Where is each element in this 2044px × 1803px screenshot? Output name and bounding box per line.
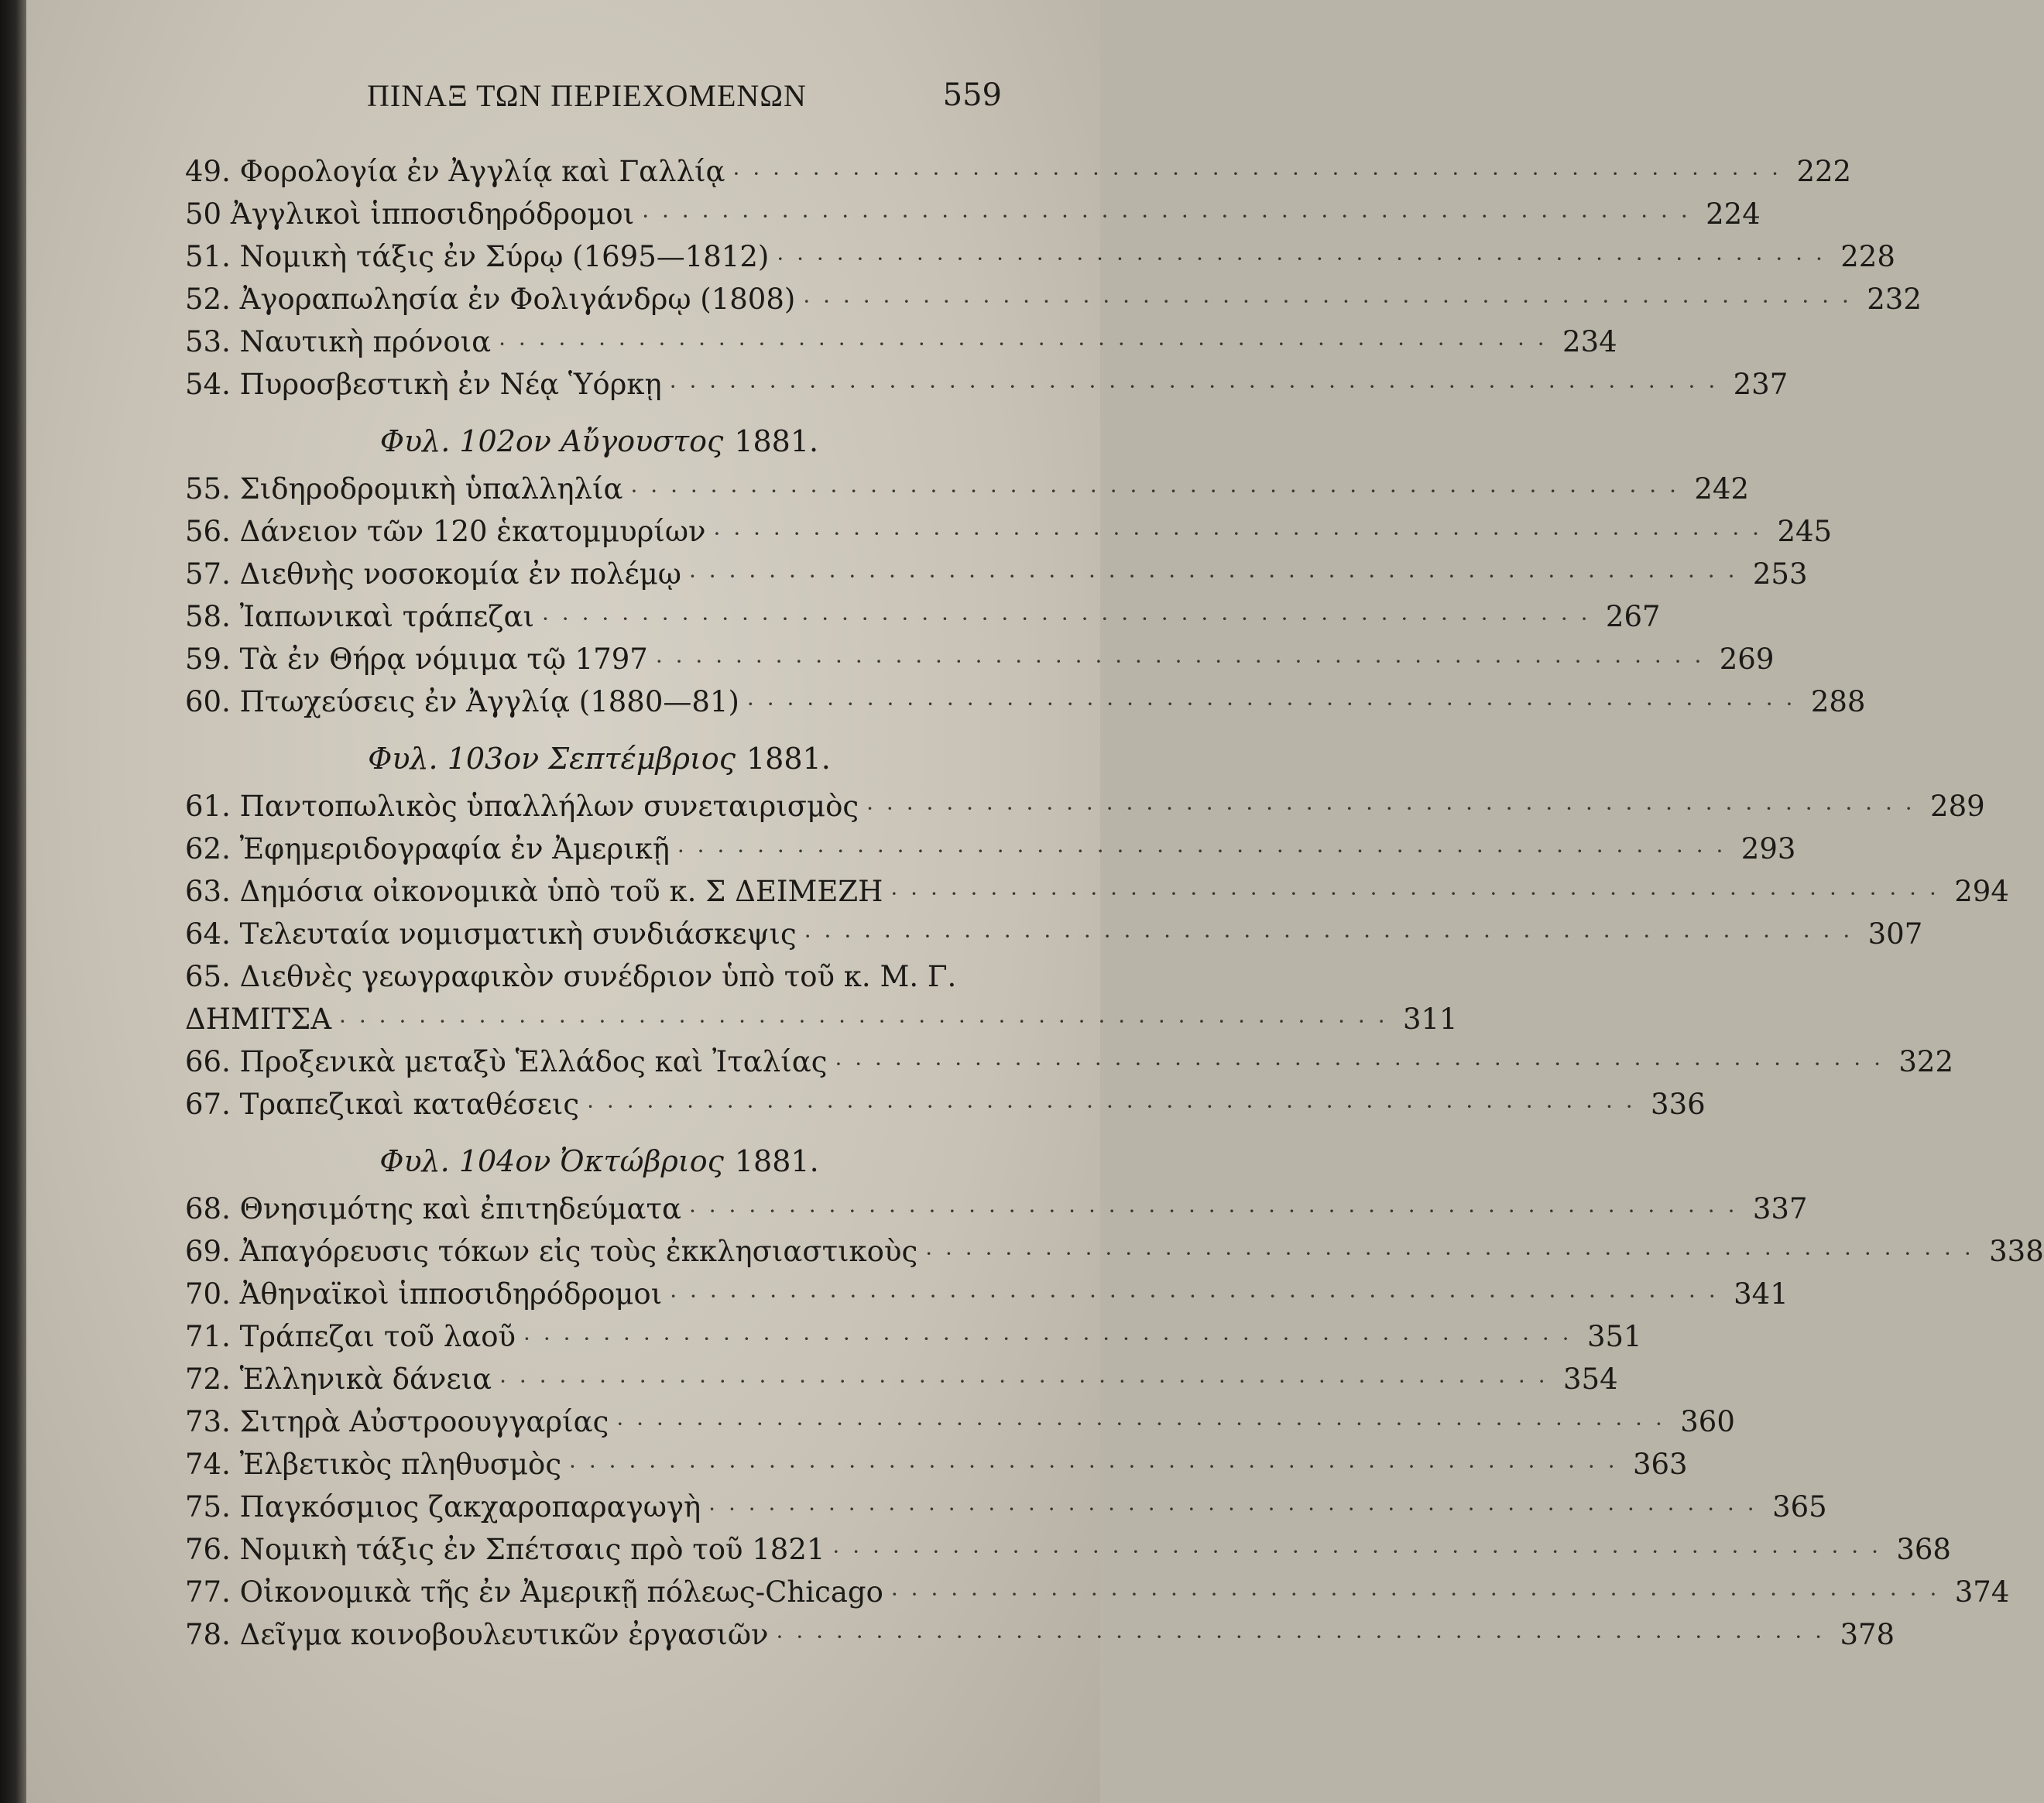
toc-entry [185,643,1775,685]
toc-entry-title: 72. Ἑλληνικὰ δάνεια [185,1363,492,1396]
toc-entry-title: 68. Θνησιμότης καὶ ἐπιτηδεύματα [185,1192,681,1225]
toc-entry-continuation [185,1003,1458,1045]
dot-leader: · · · · · · · · · · · · · · · · · · · · · · · · · · · · · · · · · · · · · · · · · · · · · · · · · · · · · [677,838,1727,864]
toc-entry [185,1320,1642,1363]
dot-leader: · · · · · · · · · · · · · · · · · · · · · · · · · · · · · · · · · · · · · · · · · · · · · · · · · · · · · [688,1198,1738,1224]
dot-leader: · · · · · · · · · · · · · · · · · · · · · · · · · · · · · · · · · · · · · · · · · · · · · · · · · · · · · [746,691,1796,717]
toc-entry [185,155,1852,197]
toc-entry [185,1045,1953,1088]
toc-entry-title: 67. Τραπεζικαὶ καταθέσεις [185,1088,580,1121]
dot-leader: · · · · · · · · · · · · · · · · · · · · · · · · · · · · · · · · · · · · · · · · · · · · · · · · · · · · · [669,374,1719,399]
section-heading [185,410,1013,472]
section-heading-year: 1881. [734,1144,819,1178]
toc-entry [185,1235,2044,1277]
toc-entry [185,1363,1618,1405]
toc-entry-page: 293 [1740,832,1796,866]
dot-leader: · · · · · · · · · · · · · · · · · · · · · · · · · · · · · · · · · · · · · · · · · · · · · · · · · · · · · [890,1582,1940,1607]
toc-entry-title: 62. Ἐφημεριδογραφία ἐν Ἀμερικῇ [185,832,670,866]
page-number: 559 [942,77,1002,113]
dot-leader: · · · · · · · · · · · · · · · · · · · · · · · · · · · · · · · · · · · · · · · · · · · · · · · · · · · · · [339,1009,1388,1034]
toc-entry [185,1448,1688,1490]
dot-leader: · · · · · · · · · · · · · · · · · · · · · · · · · · · · · · · · · · · · · · · · · · · · · · · · · · · · · [523,1326,1572,1352]
toc-entry-page: 294 [1954,875,2009,908]
toc-entry [185,1277,1788,1320]
toc-entry-page: 234 [1562,325,1617,358]
toc-entry-page: 363 [1632,1448,1688,1481]
toc-entry-page: 365 [1772,1490,1827,1524]
toc-entry-page: 242 [1694,472,1750,506]
toc-entry-page: 338 [1989,1235,2044,1268]
toc-entry [185,557,1808,600]
toc-entry-title: 65. Διεθνὲς γεωγραφικὸν συνέδριον ὑπὸ τοῦ κ. Μ. Γ. [185,960,957,993]
toc-entry-title: 74. Ἐλβετικὸς πληθυσμὸς [185,1448,562,1481]
toc-entry-title: 54. Πυροσβεστικὴ ἐν Νέᾳ Ὑόρκῃ [185,368,662,401]
toc-entry [185,1533,1951,1575]
section-heading-text: Φυλ. 104ον Ὀκτώβριος [379,1144,724,1178]
toc-entry [185,1192,1808,1235]
section-heading-year: 1881. [734,424,819,458]
dot-leader: · · · · · · · · · · · · · · · · · · · · · · · · · · · · · · · · · · · · · · · · · · · · · · · · · · · · · [670,1284,1719,1309]
toc-entry [185,1575,2010,1618]
section-heading-text: Φυλ. 103ον Σεπτέμβριος [368,742,736,776]
toc-entry-page: 224 [1706,197,1761,231]
toc-entry-title: 51. Νομικὴ τάξις ἐν Σύρῳ (1695—1812) [185,240,770,273]
dot-leader: · · · · · · · · · · · · · · · · · · · · · · · · · · · · · · · · · · · · · · · · · · · · · · · · · · · · · [890,881,1939,907]
toc-entry-title: 53. Ναυτικὴ πρόνοια [185,325,492,358]
toc-entry-title: 57. Διεθνὴς νοσοκομία ἐν πολέμῳ [185,557,681,591]
toc-entry-title: 73. Σιτηρὰ Αὐστροουγγαρίας [185,1405,609,1438]
toc-entry-title: 56. Δάνειον τῶν 120 ἑκατομμυρίων [185,515,706,548]
toc-entry-page: 311 [1402,1003,1458,1036]
dot-leader: · · · · · · · · · · · · · · · · · · · · · · · · · · · · · · · · · · · · · · · · · · · · · · · · · · · · · [776,1624,1826,1650]
section-heading-year: 1881. [746,742,831,776]
toc-entry-page: 322 [1898,1045,1953,1078]
toc-entry [185,515,1833,557]
dot-leader: · · · · · · · · · · · · · · · · · · · · · · · · · · · · · · · · · · · · · · · · · · · · · · · · · · · · · [732,161,1782,187]
book-binding-shadow [0,0,26,1803]
toc-entry-title: 71. Τράπεζαι τοῦ λαοῦ [185,1320,516,1353]
toc-entry [185,917,1923,960]
dot-leader: · · · · · · · · · · · · · · · · · · · · · · · · · · · · · · · · · · · · · · · · · · · · · · · · · · · · · [925,1241,1974,1267]
toc-entry-title: 64. Τελευταία νομισματικὴ συνδιάσκεψις [185,917,797,951]
toc-entry-title: 76. Νομικὴ τάξις ἐν Σπέτσαις πρὸ τοῦ 1821 [185,1533,825,1566]
toc-entry-title: 69. Ἀπαγόρευσις τόκων εἰς τοὺς ἐκκλησιαστικοὺς [185,1235,918,1268]
toc-entry-title: 70. Ἀθηναϊκοὶ ἱπποσιδηρόδρομοι [185,1277,663,1311]
section-heading [185,728,1013,790]
toc-entry-page: 253 [1752,557,1808,591]
dot-leader: · · · · · · · · · · · · · · · · · · · · · · · · · · · · · · · · · · · · · · · · · · · · · · · · · · · · · [866,796,1915,821]
toc-entry-page: 337 [1752,1192,1808,1225]
toc-entry-title: 59. Τὰ ἐν Θήρᾳ νόμιμα τῷ 1797 [185,643,648,676]
toc-entry-page: 269 [1719,643,1775,676]
toc-entry-page: 307 [1867,917,1923,951]
toc-entry-page: 351 [1586,1320,1642,1353]
dot-leader: · · · · · · · · · · · · · · · · · · · · · · · · · · · · · · · · · · · · · · · · · · · · · · · · · · · · · [587,1094,1636,1119]
toc-entry-title: 52. Ἀγοραπωλησία ἐν Φολιγάνδρῳ (1808) [185,283,796,316]
toc-entry-page: 228 [1840,240,1895,273]
toc-entry-title: 49. Φορολογία ἐν Ἀγγλίᾳ καὶ Γαλλίᾳ [185,155,725,188]
dot-leader: · · · · · · · · · · · · · · · · · · · · · · · · · · · · · · · · · · · · · · · · · · · · · · · · · · · · · [803,289,1852,314]
toc-entry [185,1088,1706,1130]
toc-entry-page: 222 [1796,155,1852,188]
toc-entry-title: 55. Σιδηροδρομικὴ ὑπαλληλία [185,472,623,506]
toc-entry-title: 58. Ἰαπωνικαὶ τράπεζαι [185,600,534,633]
toc-entry [185,790,1985,832]
toc-entry-page: 237 [1733,368,1788,401]
dot-leader: · · · · · · · · · · · · · · · · · · · · · · · · · · · · · · · · · · · · · · · · · · · · · · · · · · · · · [688,564,1738,589]
section-heading-text: Φυλ. 102ον Αὔγουστος [379,424,724,458]
toc-entry-title: 60. Πτωχεύσεις ἐν Ἀγγλίᾳ (1880—81) [185,685,739,718]
toc-entry-page: 378 [1840,1618,1895,1651]
dot-leader: · · · · · · · · · · · · · · · · · · · · · · · · · · · · · · · · · · · · · · · · · · · · · · · · · · · · · [713,521,1763,547]
dot-leader: · · · · · · · · · · · · · · · · · · · · · · · · · · · · · · · · · · · · · · · · · · · · · · · · · · · · · [616,1411,1665,1437]
toc-entry-page: 341 [1734,1277,1788,1311]
toc-entry-title: 63. Δημόσια οἰκονομικὰ ὑπὸ τοῦ κ. Σ ΔΕΙΜΕΖΗ [185,875,883,908]
dot-leader: · · · · · · · · · · · · · · · · · · · · · · · · · · · · · · · · · · · · · · · · · · · · · · · · · · · · · [708,1496,1758,1522]
dot-leader: · · · · · · · · · · · · · · · · · · · · · · · · · · · · · · · · · · · · · · · · · · · · · · · · · · · · · [642,204,1691,229]
toc-entry-title: 75. Παγκόσμιος ζακχαροπαραγωγὴ [185,1490,701,1524]
dot-leader: · · · · · · · · · · · · · · · · · · · · · · · · · · · · · · · · · · · · · · · · · · · · · · · · · · · · · [835,1051,1884,1077]
toc-entry-title: 61. Παντοπωλικὸς ὑπαλλήλων συνεταιρισμὸς [185,790,859,823]
page-title: ΠΙΝΑΞ ΤΩΝ ΠΕΡΙΕΧΟΜΕΝΩΝ [367,78,807,113]
dot-leader: · · · · · · · · · · · · · · · · · · · · · · · · · · · · · · · · · · · · · · · · · · · · · · · · · · · · · [569,1454,1618,1479]
toc-entry-page: 336 [1651,1088,1706,1121]
toc-entry [185,875,2009,917]
toc-entry [185,283,1922,325]
toc-entry [185,240,1895,283]
toc-entry-title: ΔΗΜΙΤΣΑ [185,1003,332,1036]
toc-entry-page: 374 [1954,1575,2010,1609]
dot-leader: · · · · · · · · · · · · · · · · · · · · · · · · · · · · · · · · · · · · · · · · · · · · · · · · · · · · · [777,246,1826,272]
dot-leader: · · · · · · · · · · · · · · · · · · · · · · · · · · · · · · · · · · · · · · · · · · · · · · · · · · · · · [804,924,1854,949]
toc-entry [185,1405,1735,1448]
toc-entry-title: 77. Οἰκονομικὰ τῆς ἐν Ἀμερικῇ πόλεως-Chicago [185,1575,883,1609]
toc-entry [185,1618,1895,1661]
toc-entry [185,1490,1827,1533]
dot-leader: · · · · · · · · · · · · · · · · · · · · · · · · · · · · · · · · · · · · · · · · · · · · · · · · · · · · · [499,1369,1548,1394]
dot-leader: · · · · · · · · · · · · · · · · · · · · · · · · · · · · · · · · · · · · · · · · · · · · · · · · · · · · · [499,331,1548,357]
toc-entry-page: 288 [1810,685,1866,718]
section-heading [185,1130,1013,1192]
toc-entry [185,368,1788,410]
toc-entry-page: 360 [1680,1405,1735,1438]
toc-entry-page: 245 [1777,515,1833,548]
toc-entry [185,832,1796,875]
table-of-contents [185,155,2044,1661]
toc-entry-page: 232 [1867,283,1922,316]
toc-entry [185,197,1761,240]
toc-entry [185,960,1013,1003]
dot-leader: · · · · · · · · · · · · · · · · · · · · · · · · · · · · · · · · · · · · · · · · · · · · · · · · · · · · · [655,649,1705,674]
dot-leader: · · · · · · · · · · · · · · · · · · · · · · · · · · · · · · · · · · · · · · · · · · · · · · · · · · · · · [541,606,1591,632]
page-header [336,77,1002,124]
toc-entry-title: 50 Ἀγγλικοὶ ἱπποσιδηρόδρομοι [185,197,635,231]
toc-entry [185,685,1866,728]
toc-entry [185,325,1617,368]
dot-leader: · · · · · · · · · · · · · · · · · · · · · · · · · · · · · · · · · · · · · · · · · · · · · · · · · · · · · [832,1539,1881,1565]
toc-entry-title: 78. Δεῖγμα κοινοβουλευτικῶν ἐργασιῶν [185,1618,769,1651]
toc-entry [185,472,1750,515]
toc-entry-page: 289 [1930,790,1985,823]
dot-leader: · · · · · · · · · · · · · · · · · · · · · · · · · · · · · · · · · · · · · · · · · · · · · · · · · · · · · [630,478,1680,504]
book-page [26,0,2044,1803]
toc-entry [185,600,1661,643]
toc-entry-page: 267 [1605,600,1661,633]
toc-entry-page: 368 [1896,1533,1951,1566]
toc-entry-title: 66. Προξενικὰ μεταξὺ Ἑλλάδος καὶ Ἰταλίας [185,1045,828,1078]
toc-entry-page: 354 [1563,1363,1618,1396]
